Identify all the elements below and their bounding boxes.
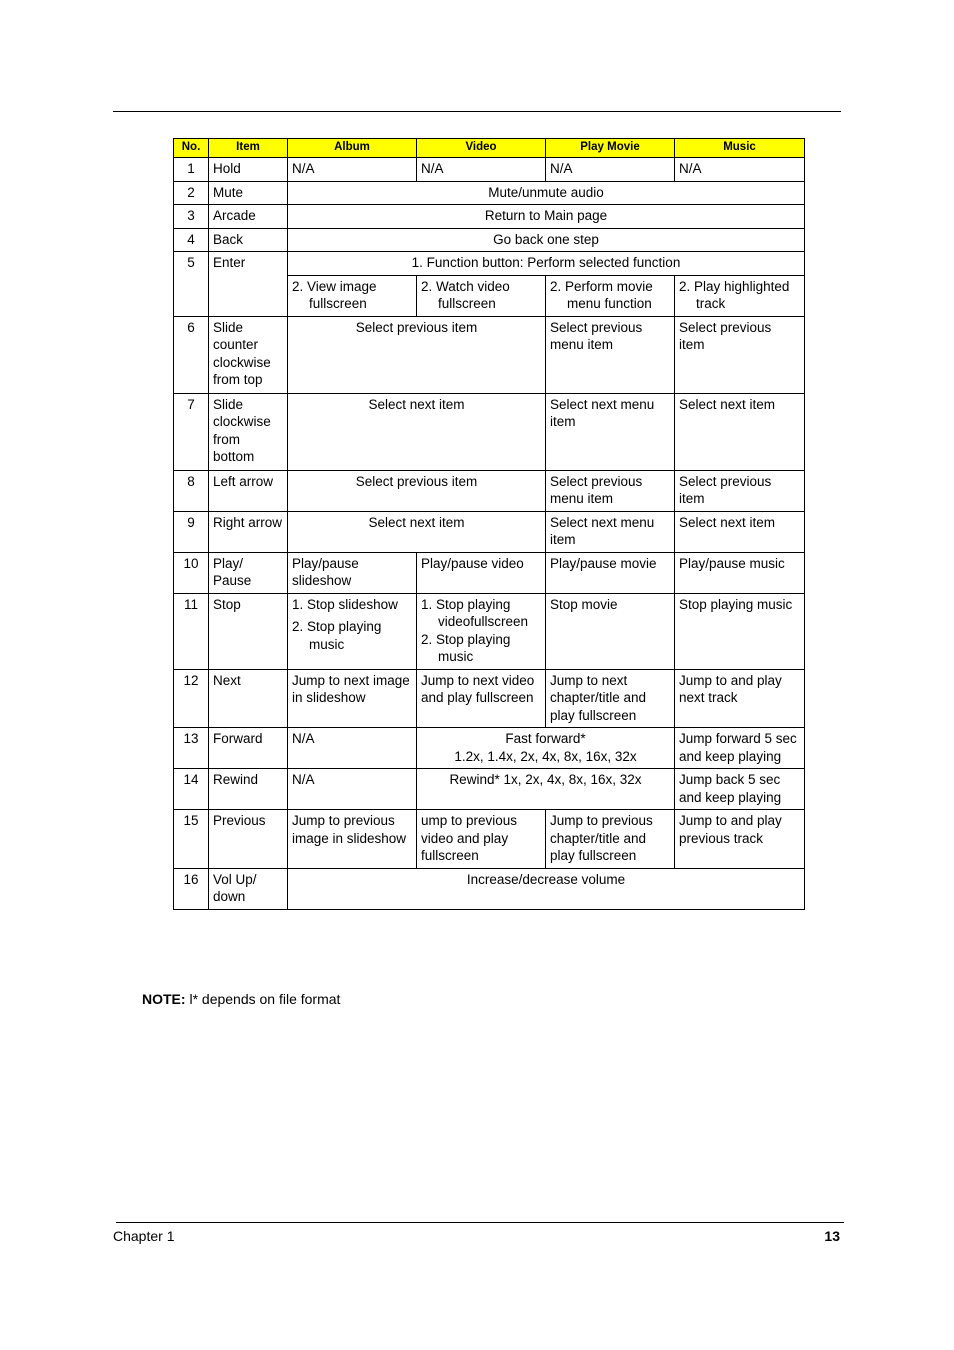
table-row (174, 728, 805, 769)
table-row (174, 511, 805, 552)
numbered-item: 1. Stop slideshow (292, 596, 398, 612)
note-label: NOTE: (142, 991, 186, 1007)
row-number: 8 (174, 470, 209, 511)
album-cell: N/A (288, 158, 417, 182)
music-cell: Play/pause music (675, 552, 805, 593)
merged-cell: Mute/unmute audio (288, 181, 805, 205)
movie-cell (546, 275, 675, 316)
movie-cell: Select next menu item (546, 393, 675, 470)
table-row (174, 868, 805, 909)
album-video-cell: Select previous item (288, 316, 546, 393)
row-number: 6 (174, 316, 209, 393)
row-item: Rewind (209, 769, 288, 810)
music-cell: Jump to and play next track (675, 669, 805, 728)
row-number: 9 (174, 511, 209, 552)
music-cell: Select next item (675, 511, 805, 552)
page-number: 13 (824, 1228, 840, 1244)
video-cell (417, 593, 546, 669)
row-item: Next (209, 669, 288, 728)
column-header-item: Item (209, 139, 288, 158)
music-cell: Select next item (675, 393, 805, 470)
numbered-item: 2. Play highlighted track (679, 278, 790, 311)
music-cell: Jump forward 5 sec and keep playing (675, 728, 805, 769)
album-cell: N/A (288, 769, 417, 810)
video-cell: ump to previous video and play fullscreen (417, 810, 546, 869)
table-row (174, 810, 805, 869)
table-row (174, 252, 805, 276)
footer-rule (116, 1222, 844, 1223)
table-row (174, 393, 805, 470)
header-rule (113, 111, 841, 112)
row-number: 15 (174, 810, 209, 869)
column-header-music: Music (675, 139, 805, 158)
numbered-item: 2. Stop playing music (292, 619, 382, 652)
row-item: Right arrow (209, 511, 288, 552)
table-row (174, 769, 805, 810)
fast-forward-label: Fast forward* (505, 731, 586, 746)
row-number: 4 (174, 228, 209, 252)
numbered-item: 1. Stop playing videofullscreen (421, 596, 529, 629)
movie-cell: Play/pause movie (546, 552, 675, 593)
table-row (174, 181, 805, 205)
row-number: 3 (174, 205, 209, 229)
video-cell (417, 275, 546, 316)
column-header-play-movie: Play Movie (546, 139, 675, 158)
movie-cell: Select previous menu item (546, 470, 675, 511)
table-row (174, 470, 805, 511)
album-video-cell: Select previous item (288, 470, 546, 511)
row-item: Forward (209, 728, 288, 769)
table-row (174, 205, 805, 229)
row-number: 16 (174, 868, 209, 909)
music-cell: Select previous item (675, 470, 805, 511)
row-number: 13 (174, 728, 209, 769)
row-item: Play/ Pause (209, 552, 288, 593)
movie-cell: Select previous menu item (546, 316, 675, 393)
table-row (174, 669, 805, 728)
table-row (174, 228, 805, 252)
movie-cell: Stop movie (546, 593, 675, 669)
row-item: Slide clockwise from bottom (209, 393, 288, 470)
video-movie-cell (417, 728, 675, 769)
row-item: Vol Up/ down (209, 868, 288, 909)
music-cell (675, 275, 805, 316)
music-cell: Select previous item (675, 316, 805, 393)
album-cell: Play/pause slideshow (288, 552, 417, 593)
row-number: 10 (174, 552, 209, 593)
merged-cell: Return to Main page (288, 205, 805, 229)
numbered-item: 2. Watch video fullscreen (421, 278, 510, 311)
column-header-video: Video (417, 139, 546, 158)
row-number: 12 (174, 669, 209, 728)
album-cell: N/A (288, 728, 417, 769)
album-video-cell: Select next item (288, 393, 546, 470)
row-item: Mute (209, 181, 288, 205)
numbered-item: 2. Stop playing music (421, 631, 511, 664)
footer-chapter: Chapter 1 (113, 1228, 175, 1244)
video-cell: N/A (417, 158, 546, 182)
row-item: Stop (209, 593, 288, 669)
fast-forward-speeds: 1.2x, 1.4x, 2x, 4x, 8x, 16x, 32x (454, 748, 637, 764)
table-header-row (174, 139, 805, 158)
album-video-cell: Select next item (288, 511, 546, 552)
row-item: Arcade (209, 205, 288, 229)
movie-cell: N/A (546, 158, 675, 182)
album-cell: Jump to previous image in slideshow (288, 810, 417, 869)
column-header-no: No. (174, 139, 209, 158)
music-cell: Stop playing music (675, 593, 805, 669)
movie-cell: Select next menu item (546, 511, 675, 552)
movie-cell: Jump to previous chapter/title and play fullscreen (546, 810, 675, 869)
music-cell: Jump to and play previous track (675, 810, 805, 869)
table-row (174, 593, 805, 669)
note (142, 991, 340, 1007)
column-header-album: Album (288, 139, 417, 158)
album-cell (288, 275, 417, 316)
row-item: Hold (209, 158, 288, 182)
music-cell: Jump back 5 sec and keep playing (675, 769, 805, 810)
album-cell: Jump to next image in slideshow (288, 669, 417, 728)
row-item: Left arrow (209, 470, 288, 511)
row-number: 5 (174, 252, 209, 317)
row-number: 2 (174, 181, 209, 205)
function-table (173, 138, 805, 910)
row-number: 14 (174, 769, 209, 810)
row-number: 11 (174, 593, 209, 669)
table-row (174, 158, 805, 182)
album-cell (288, 593, 417, 669)
row-item: Enter (209, 252, 288, 317)
numbered-item: 2. Perform movie menu function (550, 278, 653, 311)
merged-cell: Increase/decrease volume (288, 868, 805, 909)
row-number: 7 (174, 393, 209, 470)
row-item: Back (209, 228, 288, 252)
movie-cell: Jump to next chapter/title and play fullscreen (546, 669, 675, 728)
row-item: Slide counter clockwise from top (209, 316, 288, 393)
video-cell: Jump to next video and play fullscreen (417, 669, 546, 728)
row-number: 1 (174, 158, 209, 182)
table-row (174, 316, 805, 393)
note-text: l* depends on file format (189, 991, 341, 1007)
music-cell: N/A (675, 158, 805, 182)
row-item: Previous (209, 810, 288, 869)
table-row (174, 552, 805, 593)
numbered-item: 2. View image fullscreen (292, 278, 377, 311)
merged-cell: Go back one step (288, 228, 805, 252)
merged-cell: 1. Function button: Perform selected function (288, 252, 805, 276)
video-movie-cell: Rewind* 1x, 2x, 4x, 8x, 16x, 32x (417, 769, 675, 810)
video-cell: Play/pause video (417, 552, 546, 593)
